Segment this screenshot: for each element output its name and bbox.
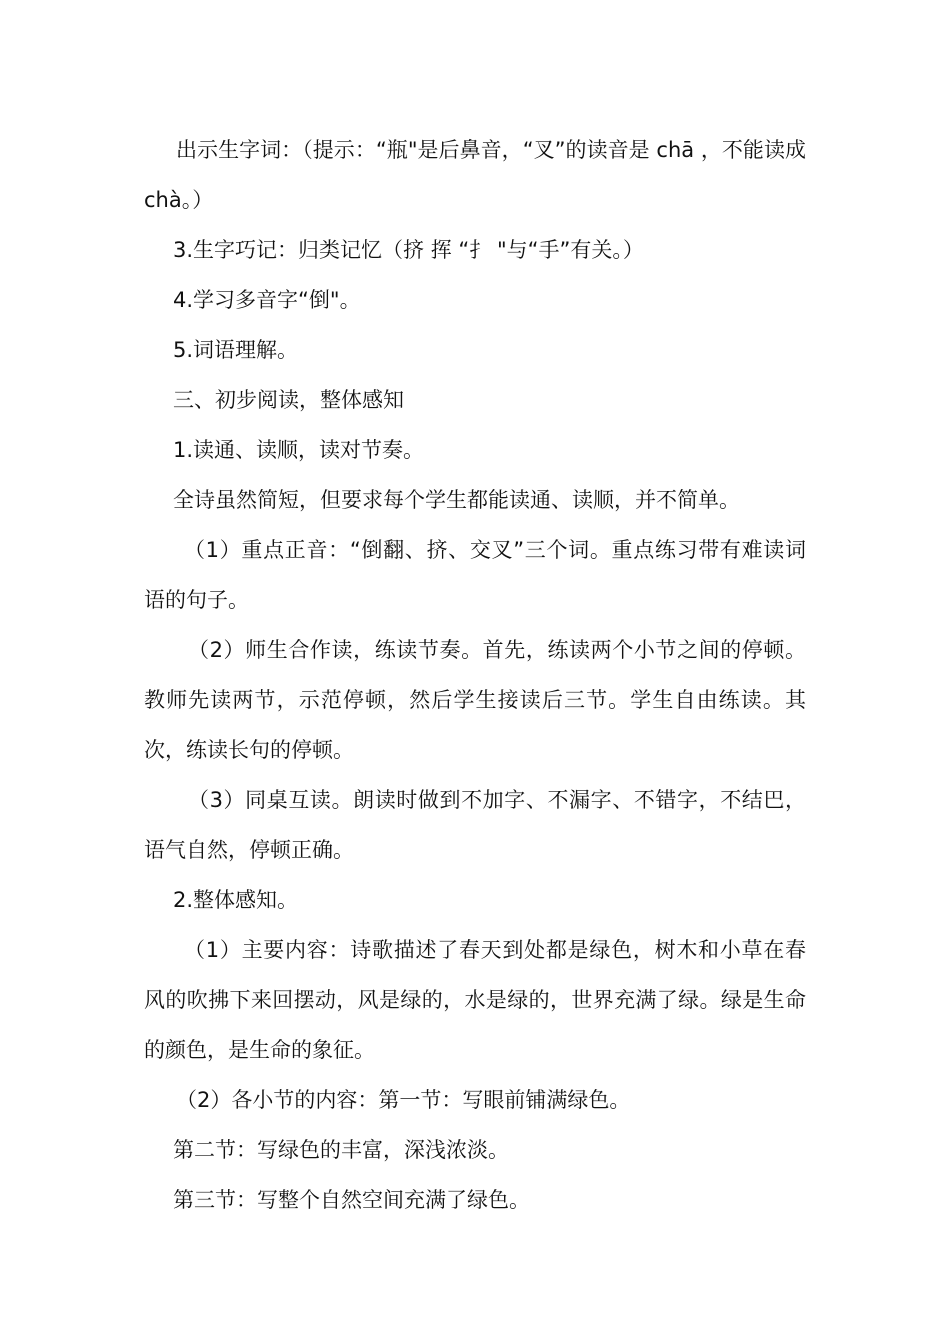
paragraph-vocabulary: 5.词语理解。 (173, 338, 299, 362)
paragraph-pronunciation: （1）重点正音：“倒翻、挤、交叉”三个词。重点练习带有难读词语的句子。 (144, 538, 806, 612)
paragraph-section-contents: （2）各小节的内容：第一节：写眼前铺满绿色。 (176, 1088, 631, 1112)
paragraph-main-content: （1）主要内容：诗歌描述了春天到处都是绿色，树木和小草在春风的吹拂下来回摆动，风是绿的，水是绿的，世界充满了绿。绿是生命的颜色，是生命的象征。 (144, 938, 806, 1062)
paragraph-cooperative-reading: （2）师生合作读，练读节奏。首先，练读两个小节之间的停顿。教师先读两节，示范停顿，然后学生接读后三节。学生自由练读。其次，练读长句的停顿。 (144, 638, 806, 762)
paragraph-section-three: 第三节：写整个自然空间充满了绿色。 (173, 1188, 530, 1212)
paragraph-polyphone: 4.学习多音字“倒"。 (173, 288, 361, 312)
paragraph-section-two: 第二节：写绿色的丰富，深浅浓淡。 (173, 1138, 509, 1162)
paragraph-memory-tip: 3.生字巧记：归类记忆（挤 挥 “扌 "与“手”有关。） (173, 238, 644, 262)
paragraph-read-fluently: 1.读通、读顺，读对节奏。 (173, 438, 425, 462)
paragraph-poem-short: 全诗虽然简短，但要求每个学生都能读通、读顺，并不简单。 (173, 488, 740, 512)
document-body (144, 125, 806, 1225)
section-heading-reading: 三、初步阅读，整体感知 (173, 388, 404, 412)
paragraph-overall-perception: 2.整体感知。 (173, 888, 299, 912)
paragraph-new-words: 出示生字词：（提示：“瓶"是后鼻音，“叉”的读音是 chā ，不能读成 chà。） (144, 138, 806, 212)
paragraph-desk-mate-reading: （3）同桌互读。朗读时做到不加字、不漏字、不错字，不结巴，语气自然，停顿正确。 (144, 788, 806, 862)
